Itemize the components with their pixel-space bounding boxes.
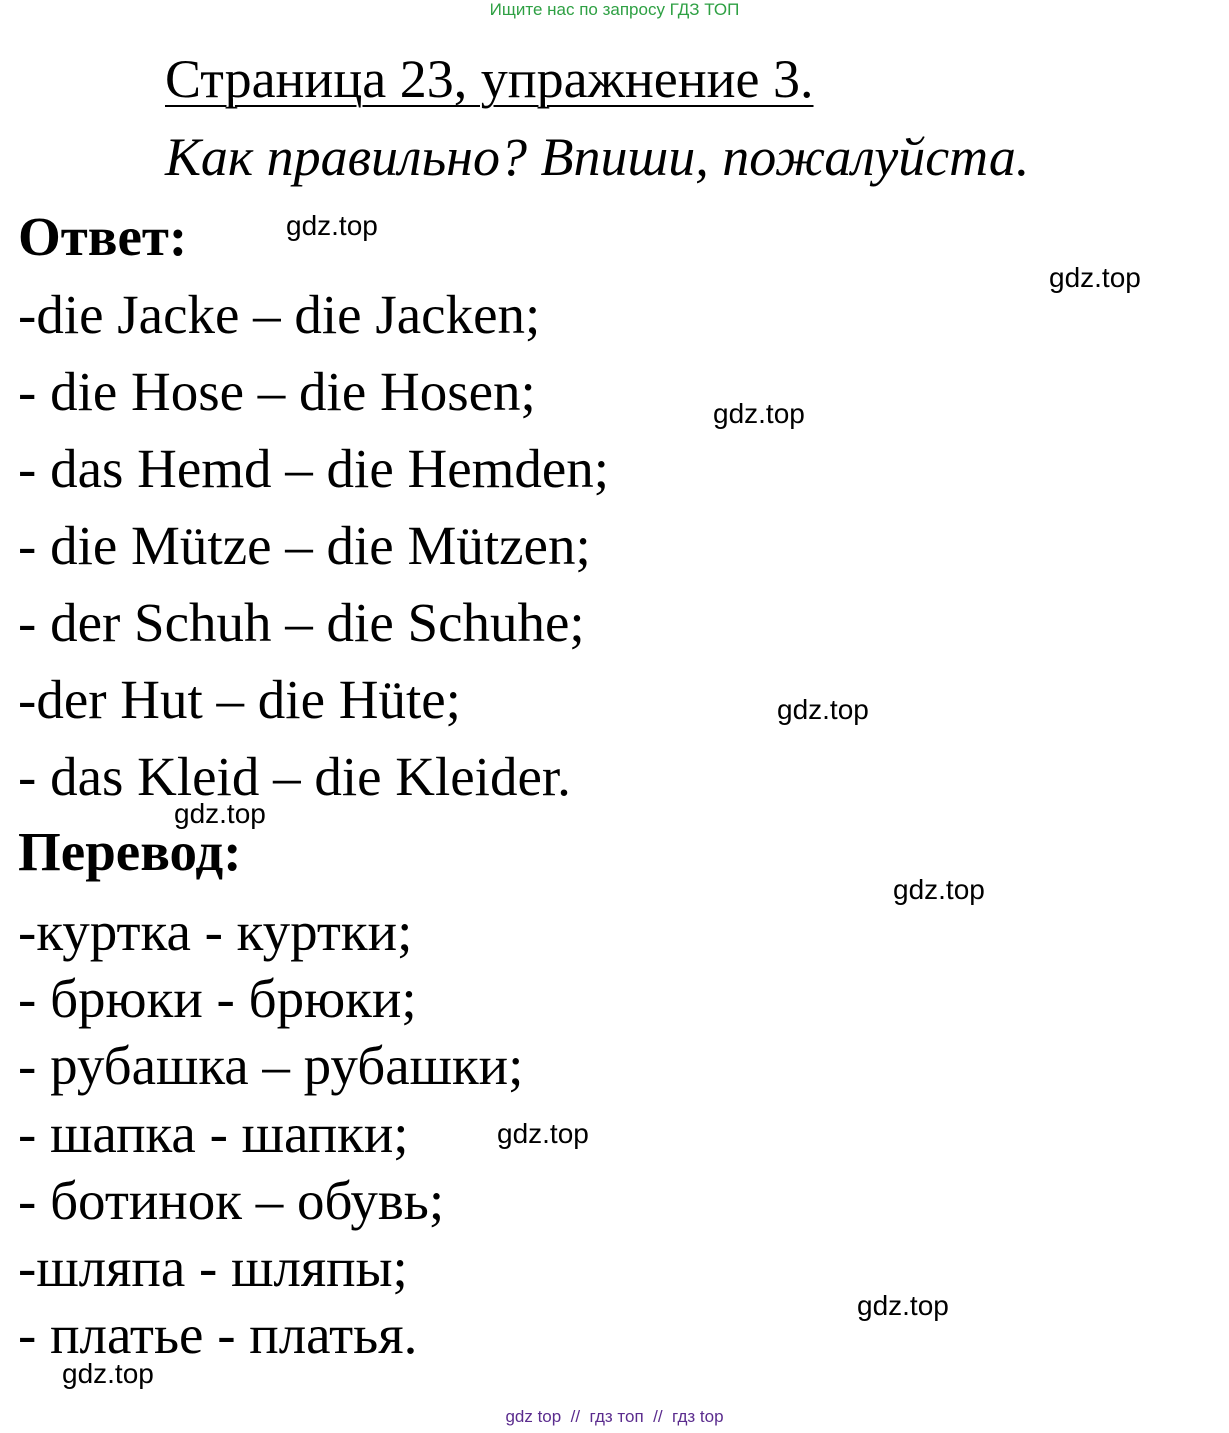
exercise-instruction: Как правильно? Впиши, пожалуйста. <box>165 127 1030 187</box>
watermark: gdz.top <box>893 874 985 905</box>
translation-line: -куртка - куртки; <box>18 901 413 962</box>
watermark: gdz.top <box>497 1118 589 1149</box>
footer-links: gdz top // гдз топ // гдз top <box>505 1407 724 1426</box>
translation-line: - ботинок – обувь; <box>18 1170 445 1231</box>
answer-heading: Ответ: <box>18 206 188 267</box>
top-banner: Ищите нас по запросу ГДЗ ТОП <box>489 0 740 19</box>
answer-line: -der Hut – die Hüte; <box>18 669 461 730</box>
translation-line: - рубашка – рубашки; <box>18 1035 524 1096</box>
watermark: gdz.top <box>777 694 869 725</box>
translation-heading: Перевод: <box>18 821 242 882</box>
watermark: gdz.top <box>62 1358 154 1389</box>
translation-line: - платье - платья. <box>18 1304 418 1365</box>
page-title: Страница 23, упражнение 3. <box>165 49 814 109</box>
watermark: gdz.top <box>857 1290 949 1321</box>
translation-line: - брюки - брюки; <box>18 968 417 1029</box>
watermark: gdz.top <box>286 210 378 241</box>
answer-line: - das Kleid – die Kleider. <box>18 746 571 807</box>
answer-line: - der Schuh – die Schuhe; <box>18 592 585 653</box>
answer-line: -die Jacke – die Jacken; <box>18 284 541 345</box>
watermark: gdz.top <box>713 398 805 429</box>
answer-line: - die Mütze – die Mützen; <box>18 515 591 576</box>
watermark: gdz.top <box>174 798 266 829</box>
answer-line: - das Hemd – die Hemden; <box>18 438 610 499</box>
answer-line: - die Hose – die Hosen; <box>18 361 536 422</box>
watermark: gdz.top <box>1049 262 1141 293</box>
translation-line: -шляпа - шляпы; <box>18 1237 408 1298</box>
translation-line: - шапка - шапки; <box>18 1103 409 1164</box>
